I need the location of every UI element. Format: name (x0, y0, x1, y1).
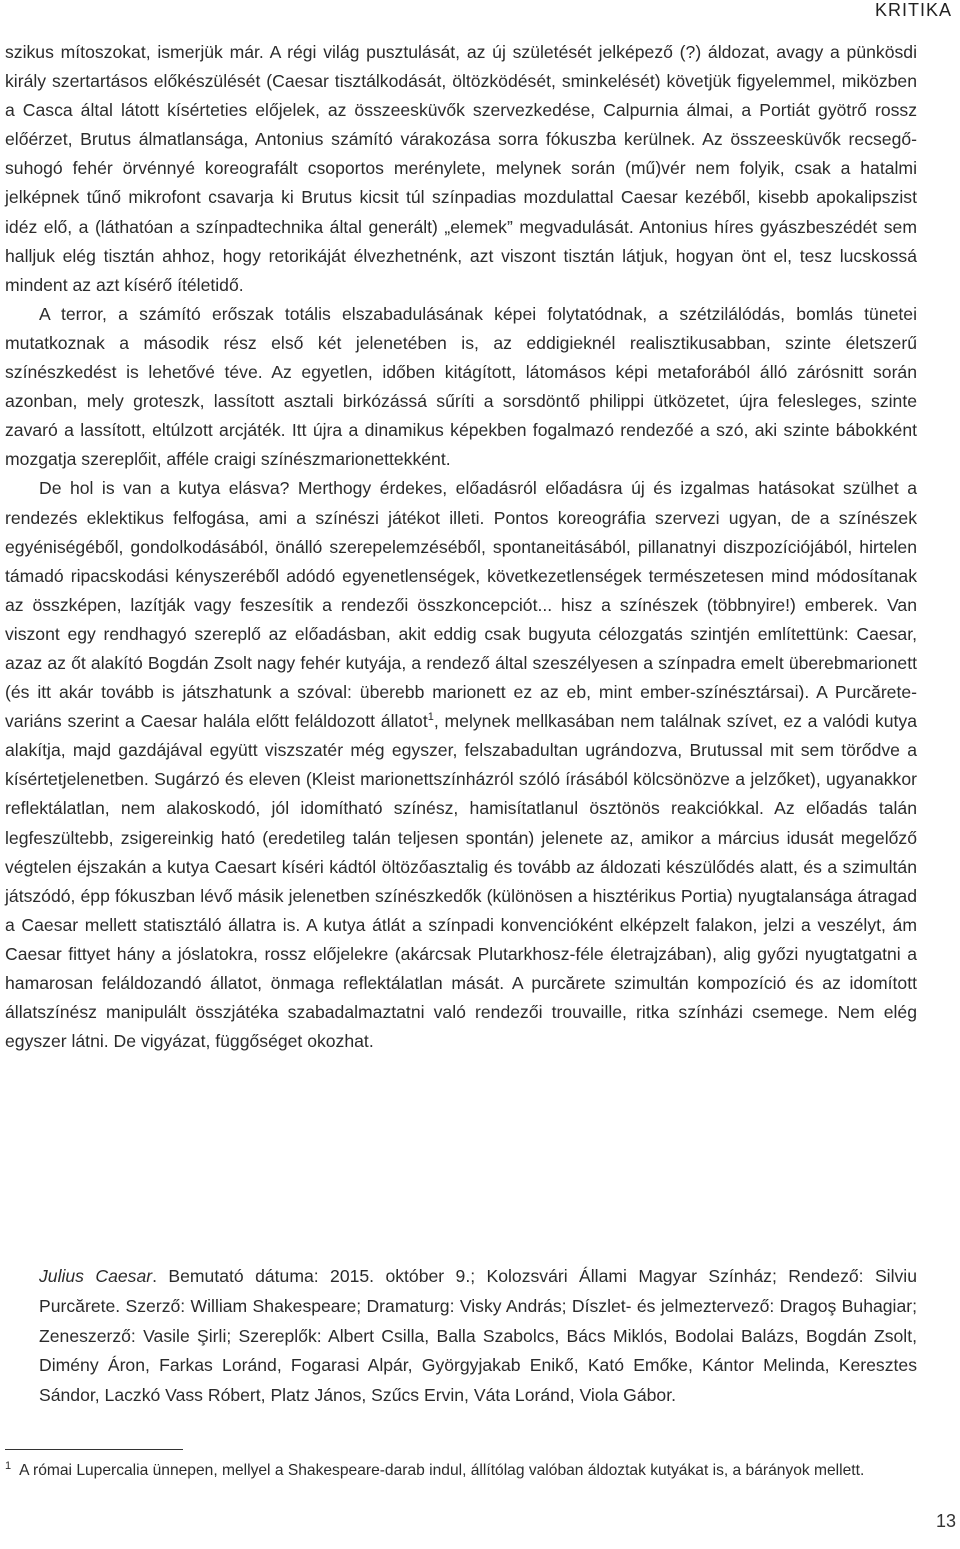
credits-text: . Bemutató dátuma: 2015. október 9.; Kolozsvári Állami Magyar Színház; Rendező: Silviu Purcărete. Szerző: William Shakespeare; Dramaturg: Visky András; Díszlet- és jelmeztervező: Dragoş Buhagiar; Zeneszerző: Vasile Şirli; Szereplők: Albert Csilla, Balla Szabolcs, Bács Miklós, Bodolai Balázs, Bogdán Zsolt, Dimény Áron, Farkas Loránd, Fogarasi Alpár, Györgyjakab Enikő, Kató Emőke, Kántor Melinda, Keresztes Sándor, Laczkó Vass Róbert, Platz János, Szűcs Ervin, Váta Loránd, Viola Gábor. (39, 1266, 917, 1406)
footnote-number: 1 (5, 1459, 12, 1472)
paragraph-3 (5, 474, 917, 1056)
production-credits (39, 1262, 917, 1411)
footnote-text: A római Lupercalia ünnepen, mellyel a Shakespeare-darab indul, állítólag valóban áldoztak kutyákat is, a bárányok mellett. (19, 1462, 865, 1479)
paragraph-3-part-a: De hol is van a kutya elásva? Merthogy érdekes, előadásról előadásra új és izgalmas hatásokat szülhet a rendezés eklektikus felfogása, ami a színészi játékot illeti. Pontos koreográfia szervezi ugyan, de a színészek egyéniségéből, gondolkodásából, önálló szerepelemzéséből, spontaneitásából, pillanatnyi diszpozíciójából, hirtelen támadó ripacskodási kényszeréből adódó egyenetlenségek, következetlenségek természetesen mind módosítanak az összképen, lazítják vagy feszesítik a rendezői összkoncepciót... hisz a színészek (többnyire!) emberek. Van viszont egy rendhagyó szereplő az előadásban, akit eddig csak bugyuta célozgatás szintjén említettünk: Caesar, azaz az őt alakító Bogdán Zsolt nagy fehér kutyája, a rendező által szeszélyesen a színpadra emelt überebmarionett (és itt akár tovább is játszhatunk a szóval: überebb marionett ez az eb, mint ember-színésztársai). A Purcărete-variáns szerint a Caesar halála előtt feláldozott állatot (5, 478, 917, 732)
paragraph-3-part-b: , melynek mellkasában nem találnak szívet, ez a valódi kutya alakítja, majd gazdájával együtt viszszatér még egyszer, felszabadultan ugrándozva, Brutussal mit sem törődve a kísértetjelenetben. Sugárzó és eleven (Kleist marionettszínházról szóló írásából kölcsönözve a jelzőket), ugyanakkor reflektálatlan, nem alakoskodó, jól idomítható színész, hamisítatlanul ösztönös reakciókkal. Az előadás talán legfeszültebb, zsigereinkig ható (eredetileg talán teljesen spontán) jelenete az, amikor a március idusát megelőző végtelen éjszakán a kutya Caesart kíséri kádtól öltözőasztalig és tovább az áldozati készülődés alatt, és a szimultán játszódó, épp fókuszban lévő másik jelenetben színészkedők (különösen a hisztérikus Portia) nyugtalansága átragad a Caesar mellett statisztáló állatra is. A kutya átlát a színpadi konvencióként elképzelt falakon, jelzi a veszélyt, ám Caesar fittyet hány a jóslatokra, rossz előjelekre (akárcsak Plutarkhosz-féle életrajzában), alig győzi nyugtatgatni a hamarosan feláldozandó állatot, önmaga reflektálatlan mását. A purcărete szimultán kompozíció és az idomított állatszínész manipulált összjátéka szabadalmaztatni való rendezői trouvaille, ritka színházi csemege. Nem elég egyszer látni. De vigyázat, függőséget okozhat. (5, 711, 917, 1052)
play-title: Julius Caesar (39, 1266, 153, 1286)
paragraph-1: szikus mítoszokat, ismerjük már. A régi világ pusztulását, az új születését jelképező (?) áldozat, avagy a pünkösdi király szertartásos előkészülését (Caesar tisztálkodását, öltözködését, sminkelését) követjük figyelemmel, miközben a Casca által látott kísérteties előjelek, az összeesküvők szervezkedése, Calpurnia álmai, a Portiát gyötrő rossz előérzet, Brutus álmatlansága, Antonius számító várakozása sorra fókuszba kerülnek. Az összeesküvők recsegő-suhogó fehér örvénnyé koreografált csoportos merénylete, melynek során (mű)vér nem folyik, csak a hatalmi jelképnek tűnő mikrofont csavarja ki Brutus kicsit túl színpadias mozdulattal Caesar kezéből, kisebb apokalipszist idéz elő, a (láthatóan a színpadtechnika által generált) „elemek” megvadulását. Antonius híres gyászbeszédét sem halljuk elég tisztán ahhoz, hogy retorikáját élvezhetnénk, azt viszont tisztán látjuk, hogyan önt el, tesz lucskossá mindent az azt kísérő ítéletidő. (5, 42, 917, 295)
footnote-reference[interactable]: 1 (427, 711, 434, 724)
footnote-divider (5, 1449, 183, 1450)
article-body (5, 38, 917, 1056)
footnote (5, 1458, 917, 1483)
page-number: 13 (935, 1511, 956, 1531)
paragraph-2: A terror, a számító erőszak totális elszabadulásának képei folytatódnak, a szétzilálódás, bomlás tünetei mutatkoznak a második rész első két jelenetében is, az eddigieknél realisztikusabban, szinte életszerű színészkedést is lehetővé téve. Az egyetlen, időben kitágított, látomásos képi metaforából álló zárósnitt során azonban, mely groteszk, lassított asztali birkózássá sűríti a sorsdöntő philippi ütközetet, újra felesleges, szinte zavaró a lassított, eltúlzott arcjáték. Itt újra a dinamikus képekben fogalmazó rendezőé a szó, aki szinte bábokként mozgatja szereplőit, afféle craigi színészmarionettekként. (5, 303, 917, 470)
section-label: KRITIKA (874, 0, 952, 20)
